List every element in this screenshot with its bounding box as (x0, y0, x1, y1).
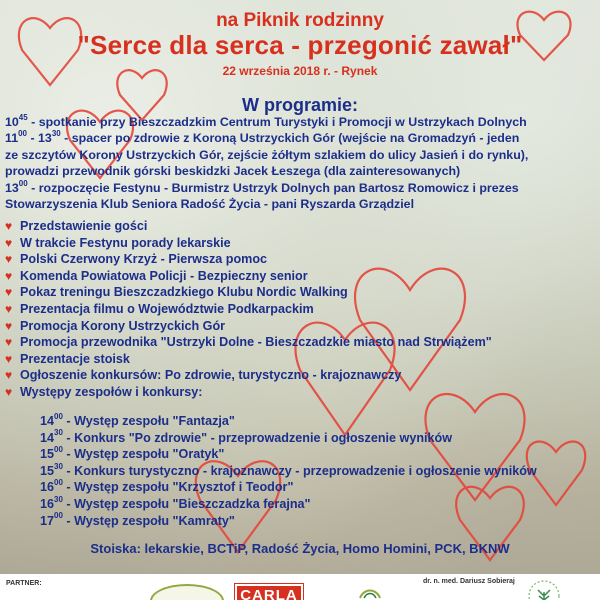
performances-list (40, 413, 600, 529)
list-item: ♥ W trakcie Festynu porady lekarskie (5, 235, 231, 250)
list-item: ♥ Promocja przewodnika "Ustrzyki Dolne - Bieszczadzkie miasto nad Strwiążem" (5, 335, 492, 350)
heart-icon: ♥ (5, 335, 13, 350)
heart-icon: ♥ (5, 318, 13, 333)
performance-row: $16^{00}$ - Występ zespołu "Krzysztof i Teodor" (40, 478, 294, 495)
list-item: ♥ Prezentacja filmu o Województwie Podkarpackim (5, 301, 314, 316)
performance-row: $14^{00}$ - Występ zespołu "Fantazja" (40, 411, 235, 428)
hotel-logo-icon (358, 586, 382, 600)
performance-row: $15^{30}$ - Konkurs turystyczno - krajoznawczy - przeprowadzenie i ogłoszenie wyników (40, 461, 537, 478)
partner-logo-oval (150, 584, 224, 600)
list-item: ♥ Ogłoszenie konkursów: Po zdrowie, turystyczno - krajoznawczy (5, 368, 402, 383)
list-item: ♥ Komenda Powiatowa Policji - Bezpieczny senior (5, 268, 308, 283)
performance-row: $17^{00}$ - Występ zespołu "Kamraty" (40, 511, 235, 528)
schedule-line: $10^{45}$ - spotkanie przy Bieszczadzkim Centrum Turystyki i Promocji w Ustrzykach Dolnych (5, 112, 527, 129)
performance-row: $14^{30}$ - Konkurs "Po zdrowie" - przeprowadzenie i ogłoszenie wyników (40, 428, 453, 445)
event-date: 22 września 2018 r. - Rynek (222, 64, 378, 78)
schedule-line: $13^{00}$ - rozpoczęcie Festynu - Burmistrz Ustrzyk Dolnych pan Bartosz Romowicz i prezes (5, 178, 519, 195)
list-item: ♥ Polski Czerwony Krzyż - Pierwsza pomoc (5, 252, 268, 267)
list-item: ♥ Pokaz treningu Bieszczadzkiego Klubu Nordic Walking (5, 285, 348, 300)
list-item: ♥ Występy zespołów i konkursy: (5, 384, 203, 399)
heart-icon: ♥ (5, 235, 13, 250)
tree-logo-icon (524, 576, 564, 600)
schedule-line: $11^{00} - 13^{30}$ - spacer po zdrowie z Koroną Ustrzyckich Gór (wejście na Gromadzyń - jeden (5, 129, 520, 146)
schedule-line: ze szczytów Korony Ustrzyckich Gór, zejście żółtym szlakiem do ulicy Jasień i do rynku), (5, 147, 529, 162)
heart-icon: ♥ (5, 252, 13, 267)
schedule-block (5, 114, 597, 212)
heart-icon: ♥ (5, 219, 13, 233)
performance-row: $16^{30}$ - Występ zespołu "Bieszczadzka ferajna" (40, 494, 311, 511)
list-item: ♥ Promocja Korony Ustrzyckich Gór (5, 318, 226, 333)
list-item: ♥ Prezentacje stoisk (5, 351, 130, 366)
schedule-line: Stowarzyszenia Klub Seniora Radość Życia - pani Ryszarda Grządziel (5, 197, 415, 212)
list-item: ♥ Przedstawienie gości (5, 219, 148, 233)
heart-icon: ♥ (5, 268, 13, 283)
stalls-line: Stoiska: lekarskie, BCTiP, Radość Życia, Homo Homini, PCK, BKNW (90, 541, 510, 556)
doctor-name: dr. n. med. Dariusz Sobieraj (423, 578, 515, 585)
heart-icon: ♥ (5, 301, 13, 316)
program-heading: W programie: (241, 95, 358, 115)
heart-icon: ♥ (5, 384, 13, 399)
schedule-line: prowadzi przewodnik górski beskidzki Jacek Łeszega (dla zainteresowanych) (5, 164, 461, 179)
program-list (5, 218, 595, 401)
heart-icon: ♥ (5, 285, 13, 300)
heart-icon: ♥ (5, 351, 13, 366)
performance-row: $15^{00}$ - Występ zespołu "Oratyk" (40, 445, 225, 462)
headline-subtitle: na Piknik rodzinny (216, 10, 384, 31)
carla-logo: CARLA (235, 584, 303, 600)
partners-footer (0, 574, 600, 600)
heart-icon: ♥ (5, 368, 13, 383)
partner-label: PARTNER: (6, 580, 42, 587)
event-title: "Serce dla serca - przegonić zawał" (77, 30, 523, 60)
